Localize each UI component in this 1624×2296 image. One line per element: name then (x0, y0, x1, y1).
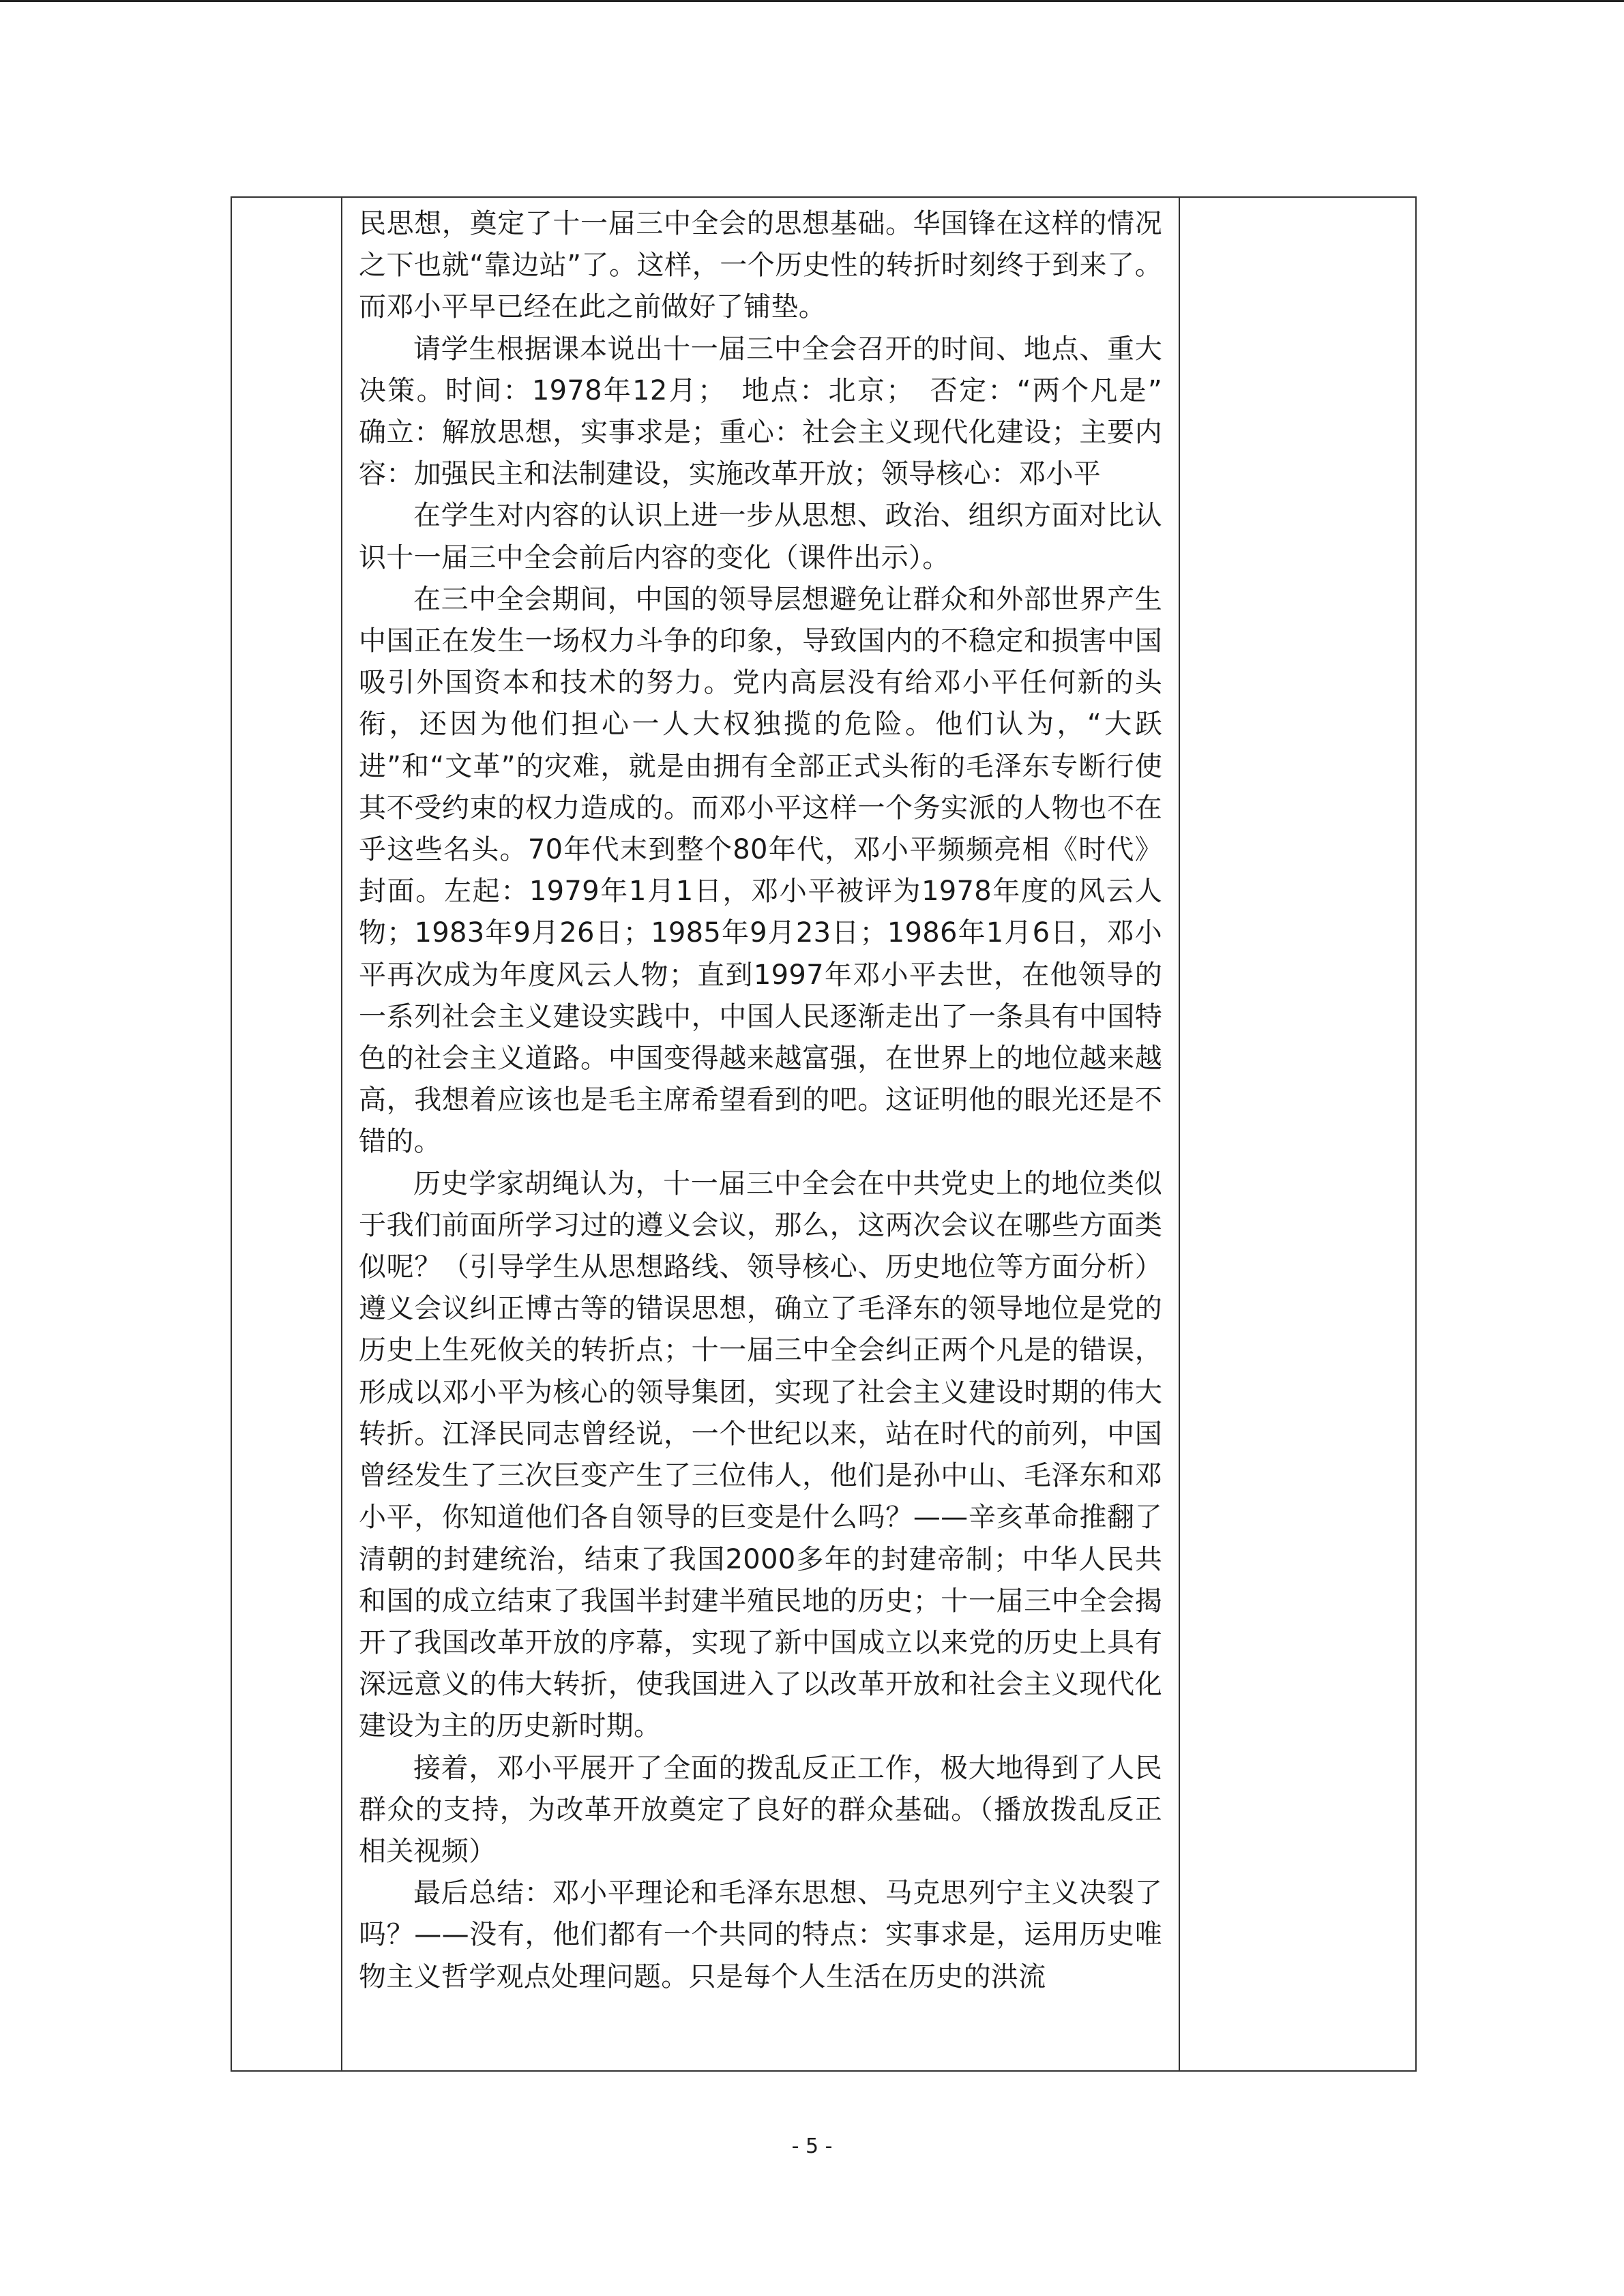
lesson-plan-table (231, 196, 1417, 2072)
paragraph-historian-view: 历史学家胡绳认为，十一届三中全会在中共党史上的地位类似于我们前面所学习过的遵义会议，那么，这两次会议在哪些方面类似呢？（引导学生从思想路线、领导核心、历史地位等方面分析）遵义会议纠正博古等的错误思想，确立了毛泽东的领导地位是党的历史上生死攸关的转折点；十一届三中全会纠正两个凡是的错误，形成以邓小平为核心的领导集团，实现了社会主义建设时期的伟大转折。江泽民同志曾经说，一个世纪以来，站在时代的前列，中国曾经发生了三次巨变产生了三位伟人，他们是孙中山、毛泽东和邓小平，你知道他们各自领导的巨变是什么吗？——辛亥革命推翻了清朝的封建统治，结束了我国2000多年的封建帝制；中华人民共和国的成立结束了我国半封建半殖民地的历史；十一届三中全会揭开了我国改革开放的序幕，实现了新中国成立以来党的历史上具有深远意义的伟大转折，使我国进入了以改革开放和社会主义现代化建设为主的历史新时期。 (359, 1167, 1162, 1742)
notes-column-cell (1179, 197, 1416, 2071)
page-top-border (0, 0, 1624, 2)
paragraph-boluan-fanzheng: 接着，邓小平展开了全面的拨乱反正工作，极大地得到了人民群众的支持，为改革开放奠定了良好的群众基础。（播放拨乱反正相关视频） (359, 1752, 1162, 1867)
paragraph-leadership: 在三中全会期间，中国的领导层想避免让群众和外部世界产生中国正在发生一场权力斗争的印象，导致国内的不稳定和损害中国吸引外国资本和技术的努力。党内高层没有给邓小平任何新的头衔，还因为他们担心一人大权独揽的危险。他们认为，“大跃进”和“文革”的灾难，就是由拥有全部正式头衔的毛泽东专断行使其不受约束的权力造成的。而邓小平这样一个务实派的人物也不在乎这些名头。70年代末到整个80年代，邓小平频频亮相《时代》封面。左起：1979年1月1日，邓小平被评为1978年度的风云人物；1983年9月26日；1985年9月23日；1986年1月6日，邓小平再次成为年度风云人物；直到1997年邓小平去世，在他领导的一系列社会主义建设实践中，中国人民逐渐走出了一条具有中国特色的社会主义道路。中国变得越来越富强，在世界上的地位越来越高，我想着应该也是毛主席希望看到的吧。这证明他的眼光还是不错的。 (359, 583, 1162, 1158)
left-column-cell (231, 197, 342, 2071)
paragraph-meeting-facts: 请学生根据课本说出十一届三中全会召开的时间、地点、重大决策。时间：1978年12月； 地点：北京； 否定：“两个凡是” 确立：解放思想，实事求是；重心：社会主义现代化建设；主要内容：加强民主和法制建设，实施改革开放；领导核心：邓小平 (359, 333, 1217, 490)
table-row (231, 197, 1416, 2071)
paragraph-continuation: 民思想，奠定了十一届三中全会的思想基础。华国锋在这样的情况之下也就“靠边站”了。这样，一个历史性的转折时刻终于到来了。而邓小平早已经在此之前做好了铺垫。 (359, 208, 1162, 323)
teaching-content-cell (342, 197, 1217, 2071)
paragraph-comparison: 在学生对内容的认识上进一步从思想、政治、组织方面对比认识十一届三中全会前后内容的变化（课件出示）。 (359, 500, 1162, 573)
page-number: - 5 - (791, 2134, 833, 2158)
paragraph-summary: 最后总结：邓小平理论和毛泽东思想、马克思列宁主义决裂了吗？——没有，他们都有一个共同的特点：实事求是，运用历史唯物主义哲学观点处理问题。只是每个人生活在历史的洪流 (359, 1877, 1162, 1993)
